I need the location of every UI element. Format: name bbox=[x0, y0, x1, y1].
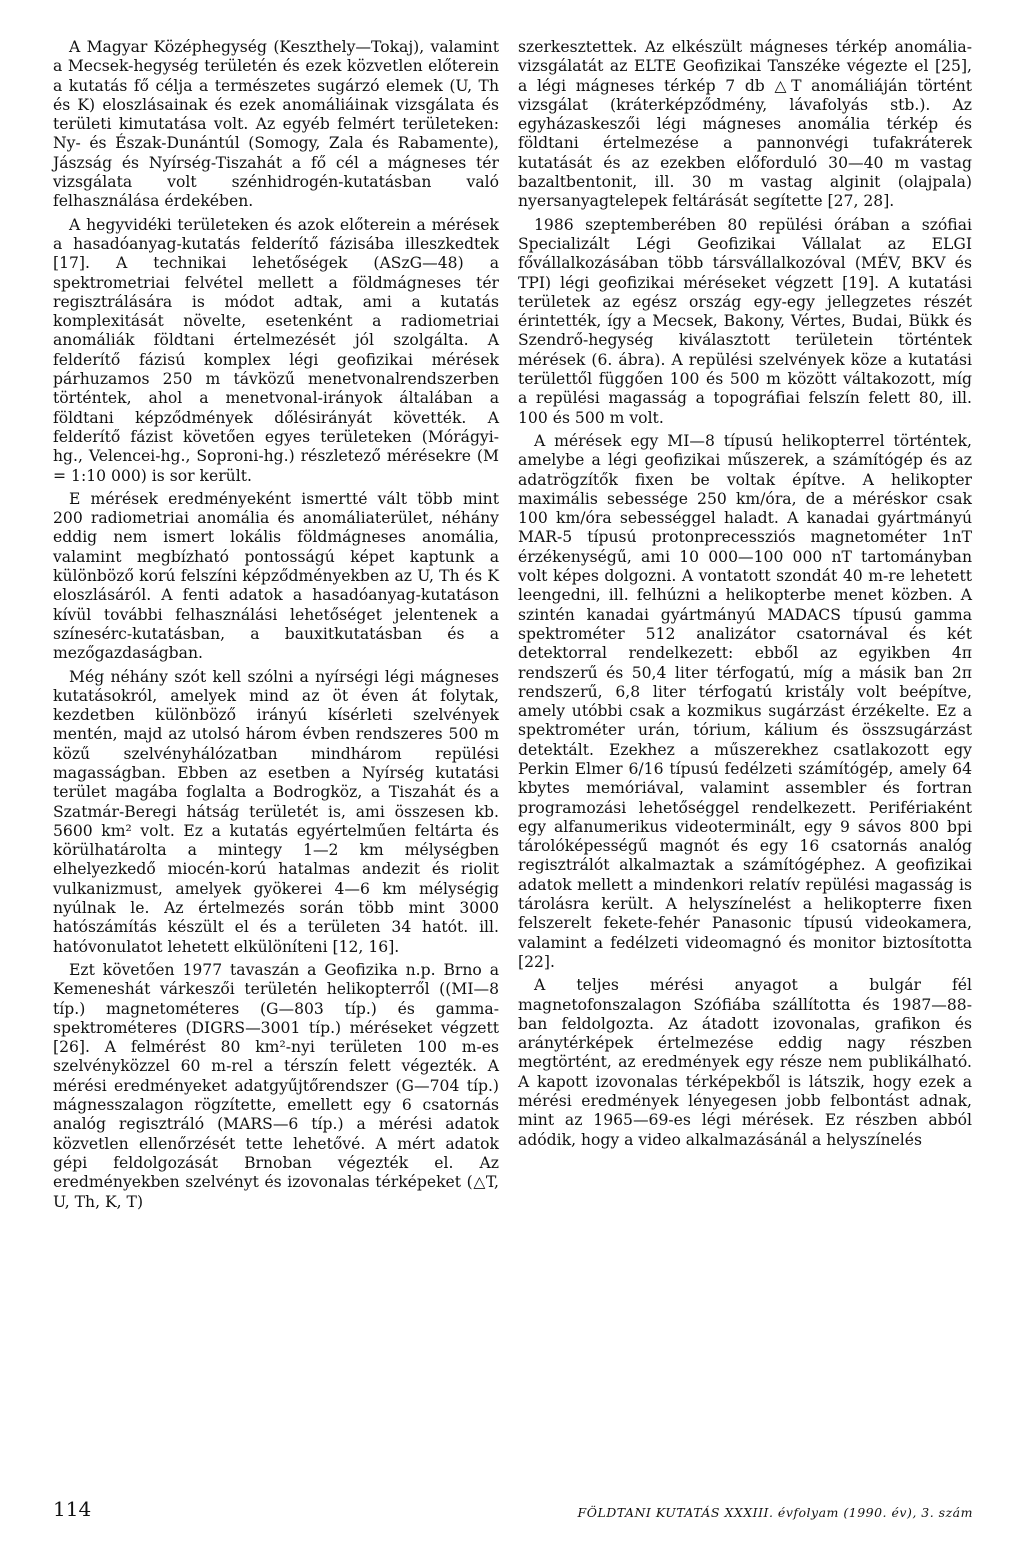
paragraph: A Magyar Középhegység (Keszthely—Tokaj), valamint a Mecsek-hegység területén és ezek közvetlen előterein a kutatás fő célja a természetes sugárzó elemek (U, Th és K) eloszlásainak és ezek anomáliáinak vizsgálata és területi kimutatása volt. Az egyéb felmért területeken: Ny- és Észak-Dunántúl (Somogy, Zala és Rabamente), Jászság és Nyírség-Tiszahát a fő cél a mágneses tér vizsgálata volt szénhidrogén-kutatásban való felhasználása érdekében. bbox=[53, 38, 499, 211]
paragraph: 1986 szeptemberében 80 repülési órában a szófiai Specializált Légi Geofizikai Vállalat az ELGI fővállalkozásában több társvállalkozóval (MÉV, BKV és TPI) légi geofizikai méréseket végzett [19]. A kutatási területek az egész ország egy-egy jellegzetes részét érintették, így a Mecsek, Bakony, Vértes, Budai, Bükk és Szendrő-hegység kiválasztott területein történtek mérések (6. ábra). A repülési szelvények köze a kutatási területtől függően 100 és 500 m között váltakozott, míg a repülési magasság a topográfiai felszín felett 80, ill. 100 és 500 m volt. bbox=[518, 215, 972, 427]
paragraph: A hegyvidéki területeken és azok előterein a mérések a hasadóanyag-kutatás felderítő fázisába illeszkedtek [17]. A technikai lehetőségek (ASzG—48) a spektrometriai felvétel mellett a földmágneses tér regisztrálására is módot adtak, ami a kutatás komplexitását növelte, esetenként a radiometriai anomáliák földtani értelmezését jól szolgálta. A felderítő fázisú komplex légi geofizikai mérések párhuzamos 250 m távközű menetvonalrendszerben történtek, ahol a menetvonal-irányok általában a földtani képződmények dőlésirányát követték. A felderítő fázist követően egyes területeken (Mórágyi-hg., Velencei-hg., Soproni-hg.) részletező mérésekre (M = 1:10 000) is sor került. bbox=[53, 215, 499, 485]
paragraph: Ezt követően 1977 tavaszán a Geofizika n.p. Brno a Kemeneshát várkeszői területén helikopterről ((MI—8 típ.) magnetométeres (G—803 típ.) és gamma-spektrométeres (DIGRS—3001 típ.) méréseket végzett [26]. A felmérést 80 km²-nyi területen 100 m-es szelvényközzel 60 m-rel a térszín felett végezték. A mérési eredményeket adatgyűjtőrendszer (G—704 típ.) mágnesszalagon rögzítette, emellett egy 6 csatornás analóg regisztráló (MARS—6 típ.) a mérési adatok közvetlen ellenőrzését tette lehetővé. A mért adatok gépi feldolgozását Brnoban végezték el. Az eredményekben szelvényt és izovonalas térképeket (△T, U, Th, K, T) bbox=[53, 960, 499, 1211]
right-column bbox=[518, 38, 972, 1154]
journal-citation: FÖLDTANI KUTATÁS XXXIII. évfolyam (1990. év), 3. szám bbox=[577, 1505, 973, 1520]
page-footer bbox=[53, 1497, 973, 1527]
paragraph: Még néhány szót kell szólni a nyírségi légi mágneses kutatásokról, amelyek mind az öt éven át folytak, kezdetben különböző irányú kísérleti szelvények mentén, majd az utolsó három évben rendszeres 500 m közű szelvényhálózatban mindhárom repülési magasságban. Ebben az esetben a Nyírség kutatási terület magába foglalta a Bodrogköz, a Tiszahát és a Szatmár-Beregi hátság területét is, ami összesen kb. 5600 km² volt. Ez a kutatás egyértelműen feltárta és körülhatárolta a mintegy 1—2 km mélységben elhelyezkedő miocén-korú hatalmas andezit és riolit vulkanizmust, amelyek gyökerei 4—6 km mélységig nyúlnak le. Az értelmezés során több mint 3000 hatószámítás készült el és a területen 34 hatót. ill. hatóvonulatot lehetett elkülöníteni [12, 16]. bbox=[53, 667, 499, 956]
left-column bbox=[53, 38, 499, 1216]
paragraph: A mérések egy MI—8 típusú helikopterrel történtek, amelybe a légi geofizikai műszerek, a számítógép és az adatrögzítők fixen be voltak építve. A helikopter maximális sebessége 250 km/óra, de a méréskor csak 100 km/óra sebességgel haladt. A kanadai gyártmányú MAR-5 típusú protonprecessziós magnetométer 1nT érzékenységű, ami 10 000—100 000 nT tartományban volt képes dolgozni. A vontatott szondát 40 m-re lehetett leengedni, ill. felhúzni a helikopterbe menet közben. A szintén kanadai gyártmányú MADACS típusú gamma spektrométer 512 analizátor csatornával és két detektorral rendelkezett: ebből az egyikben 4π rendszerű és 50,4 liter térfogatú, míg a másik ban 2π rendszerű, 6,8 liter térfogatú kristály volt beépítve, amely utóbbi csak a kozmikus sugárzást érzékelte. Ez a spektrométer urán, tórium, kálium és összsugárzást detektált. Ezekhez a műszerekhez csatlakozott egy Perkin Elmer 6/16 típusú fedélzeti számítógép, amely 64 kbytes memóriával, valamint assembler és fortran programozási lehetőséggel rendelkezett. Perifériaként egy alfanumerikus videoterminált, egy 9 sávos 800 bpi tárolóképességű magnót és egy 16 csatornás analóg regisztrálót alkalmaztak a számítógéphez. A geofizikai adatok mellett a mindenkori relatív repülési magasság is tárolásra került. A helyszínelést a helikopterre fixen felszerelt fekete-fehér Panasonic típusú videokamera, valamint a fedélzeti videomagnó és monitor biztosította [22]. bbox=[518, 431, 972, 971]
paragraph: szerkesztettek. Az elkészült mágneses térkép anomália-vizsgálatát az ELTE Geofizikai Tanszéke végezte el [25], a légi mágneses térkép 7 db △T anomáliáján történt vizsgálat (kráterképződmény, lávafolyás stb.). Az egyházaskeszői légi mágneses anomália térkép és földtani értelmezése a pannonvégi tufakráterek kutatását és az ezekben előforduló 30—40 m vastag bazaltbentonit, ill. 30 m vastag alginit (olajpala) nyersanyagtelepek feltárását segítette [27, 28]. bbox=[518, 38, 972, 211]
page-number: 114 bbox=[53, 1497, 92, 1521]
paragraph: E mérések eredményeként ismertté vált több mint 200 radiometriai anomália és anomáliaterület, néhány eddig nem ismert lokális földmágneses anomália, valamint megbízható pontosságú képet kaptunk a különböző korú felszíni képződményekben az U, Th és K eloszlásáról. A fenti adatok a hasadóanyag-kutatáson kívül további felhasználási lehetőséget jelentenek a színesérc-kutatásban, a bauxitkutatásban és a mezőgazdaságban. bbox=[53, 489, 499, 663]
paragraph: A teljes mérési anyagot a bulgár fél magnetofonszalagon Szófiába szállította és 1987—88-ban feldolgozta. Az átadott izovonalas, grafikon és aránytérképek értelmezése eddig nagy részben megtörtént, az eredmények egy része nem publikálható. A kapott izovonalas térképekből is látszik, hogy ezek a mérési eredmények lényegesen jobb felbontást adnak, mint az 1965—69-es légi mérések. Ez részben abból adódik, hogy a video alkalmazásánál a helyszínelés bbox=[518, 976, 972, 1149]
